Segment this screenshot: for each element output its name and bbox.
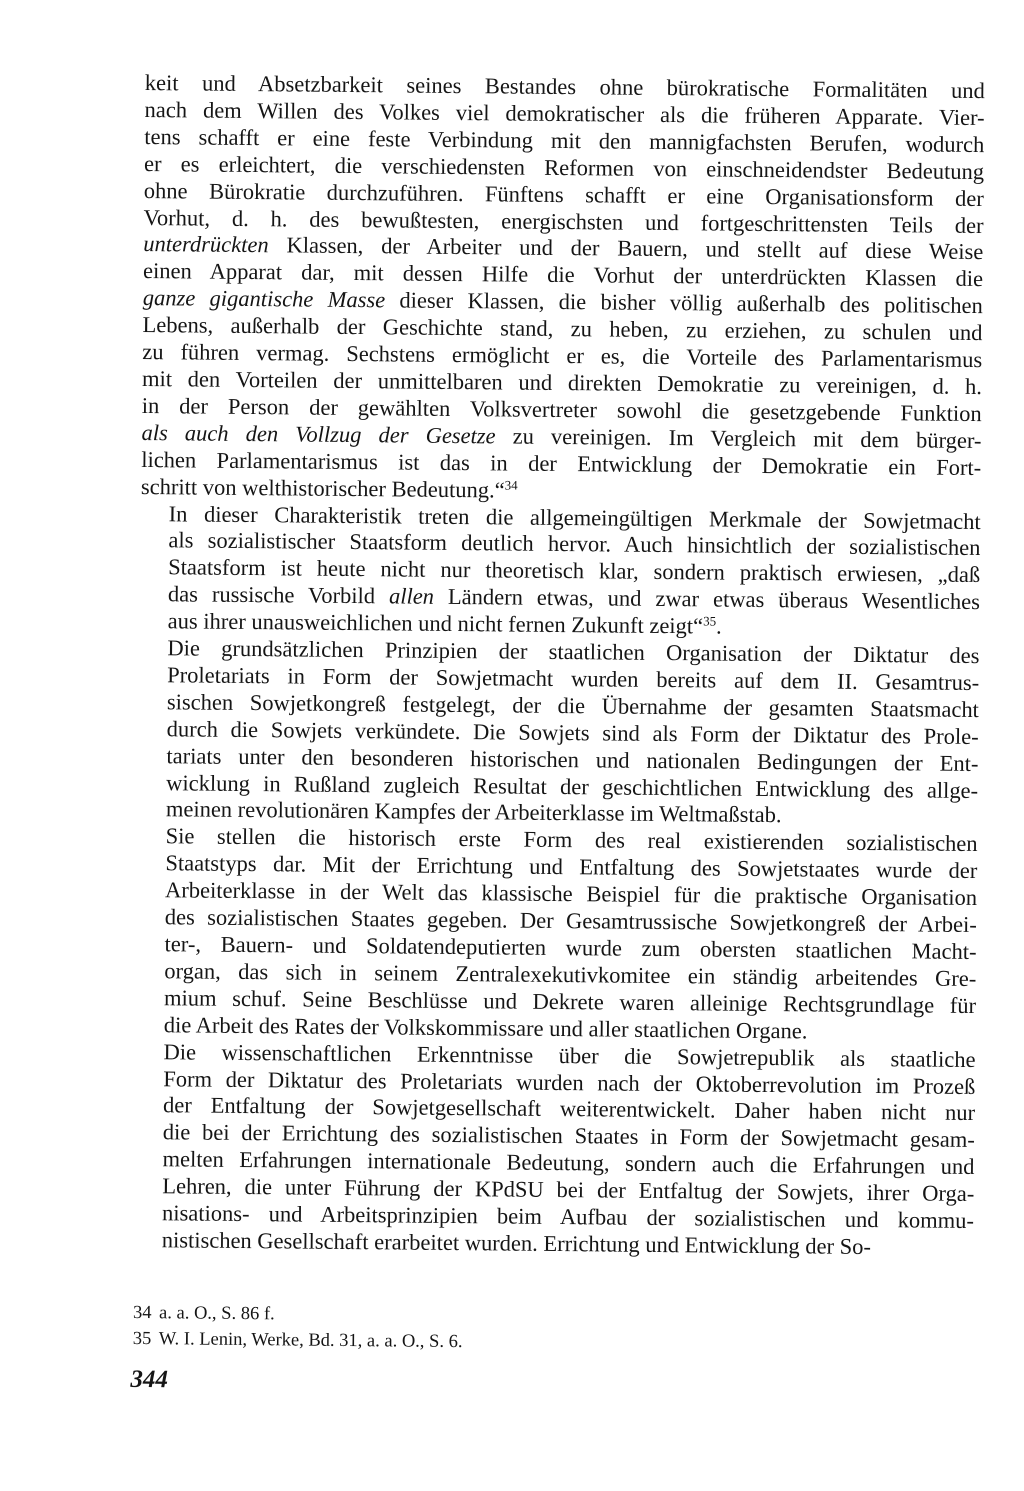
text-line: als auch den Vollzug der Gesetze zu vereinigen. Im Vergleich mit dem bürger- (141, 419, 982, 453)
emphasis: allen (388, 583, 435, 610)
emphasis: als auch den Vollzug der Gesetze (141, 419, 496, 449)
emphasis: unterdrückten (143, 231, 269, 258)
text-line: als sozialistischer Staatsform deutlich hervor. Auch hinsichtlich der sozialistischen (168, 527, 981, 561)
text-line: mit den Vorteilen der unmittelbaren und direkten Demokratie zu vereinigen, d. h. (141, 365, 983, 400)
text-line: Die grundsätzlichen Prinzipien der staatlichen Organisation der Diktatur des (167, 635, 980, 669)
footnotes (133, 1300, 463, 1355)
footnote-number: 35 (132, 1328, 152, 1350)
body-text (134, 70, 985, 1262)
text-line: die Arbeit des Rates der Volkskommissare und aller staatlichen Organe. (163, 1011, 808, 1044)
text-line: melten Erfahrungen internationale Bedeutung, sondern auch die Erfahrungen und (162, 1146, 975, 1180)
text-line: Vorhut, d. h. des bewußtesten, energischsten und fortgeschrittensten Teils der (143, 204, 984, 238)
text-line: zu führen vermag. Sechstens ermöglicht er es, die Vorteile des Parlamentarismus (142, 339, 983, 373)
paragraph (134, 1039, 976, 1262)
text-line: meinen revolutionären Kampfes der Arbeiterklasse im Weltmaßstab. (165, 796, 782, 828)
text-line: des sozialistischen Staates gegeben. Der Gesamtrussische Sowjetkongreß der Arbei- (164, 904, 977, 938)
footnote-text: W. I. Lenin, Werke, Bd. 31, a. a. O., S. 6. (158, 1329, 463, 1353)
text-line: Staatstyps dar. Mit der Errichtung und Entfaltung des Sowjetstaates wurde der (165, 850, 978, 884)
text-line: unterdrückten Klassen, der Arbeiter und der Bauern, und stellt auf diese Weise (143, 231, 984, 265)
text-line: ter-, Bauern- und Soldatendeputierten wurde zum obersten staatlichen Macht- (164, 931, 977, 965)
text-line: er es erleichtert, die verschiedensten Reformen von einschneidendster Bedeutung (143, 150, 985, 184)
text-line: in der Person der gewählten Volksvertreter sowohl die gesetzgebende Funktion (141, 392, 982, 426)
text-line: ohne Bürokratie durchzuführen. Fünftens schafft er eine Organisationsform der (143, 177, 984, 211)
text-line: Arbeiterklasse in der Welt das klassische Beispiel für die praktische Organisation (165, 877, 978, 911)
text-line: Lebens, außerhalb der Geschichte stand, zu heben, zu erziehen, zu schulen und (142, 312, 983, 346)
book-page (132, 70, 985, 1418)
text-line: ganze gigantische Masse dieser Klassen, die bisher völlig außerhalb des politischen (142, 285, 983, 319)
text-line: wicklung in Rußland zugleich Resultat der geschichtlichen Entwicklung des allge- (166, 769, 979, 803)
text-line: Proletariats in Form der Sowjetmacht wurden bereits auf dem II. Gesamtrus- (167, 662, 980, 695)
text-line: Staatsform ist heute nicht nur theoretisch klar, sondern praktisch erwiesen, „daß (168, 554, 981, 588)
text-line: der Entfaltung der Sowjetgesellschaft weiterentwickelt. Daher haben nicht nur (162, 1092, 976, 1126)
footnote-34 (133, 1300, 463, 1329)
footnote-reference: 35 (703, 613, 717, 629)
text-line: organ, das sich in seinem Zentralexekutivkomitee ein ständig arbeitendes Gre- (164, 958, 977, 991)
footnote-number: 34 (132, 1302, 152, 1324)
paragraph (138, 635, 980, 831)
text-line: aus ihrer unausweichlichen und nicht fernen Zukunft zeigt“$^{35}$. (167, 608, 722, 639)
footnote-reference: 34 (504, 477, 518, 493)
text-line: In dieser Charakteristik treten die allgemeingültigen Merkmale der Sowjetmacht (168, 500, 981, 534)
text-line: tens schafft er eine feste Verbindung mit den mannigfachsten Berufen, wodurch (144, 123, 985, 157)
text-line: tariats unter den besonderen historischen und nationalen Bedingungen der Ent- (166, 742, 979, 776)
text-line: keit und Absetzbarkeit seines Bestandes ohne bürokratische Formalitäten und (144, 70, 985, 104)
text-line: nach dem Willen des Volkes viel demokratischer als die früheren Apparate. Vier- (144, 96, 985, 130)
text-line: Lehren, die unter Führung der KPdSU bei der Entfaltug der Sowjets, ihrer Orga- (162, 1173, 975, 1207)
text-line: Sie stellen die historisch erste Form des real existierenden sozialistischen (165, 823, 978, 857)
footnote-text: a. a. O., S. 86 f. (158, 1303, 275, 1325)
text-line: durch die Sowjets verkündete. Die Sowjets sind als Form der Diktatur des Prole- (166, 715, 979, 749)
text-line: nistischen Gesellschaft erarbeitet wurden. Errichtung und Entwicklung der So- (161, 1227, 872, 1259)
text-line: lichen Parlamentarismus ist das in der Entwicklung der Demokratie ein Fort- (141, 446, 982, 480)
text-line: die bei der Errichtung des sozialistischen Staates in Form der Sowjetmacht gesam- (162, 1119, 975, 1153)
paragraph (141, 70, 985, 509)
text-line: Die wissenschaftlichen Erkenntnisse über die Sowjetrepublik als staatliche (163, 1038, 976, 1072)
paragraph (136, 823, 978, 1046)
page-number: 344 (130, 1365, 169, 1394)
text-line: sischen Sowjetkongreß festgelegt, der die Übernahme der gesamten Staatsmacht (166, 689, 980, 722)
text-line: schritt von welthistorischer Bedeutung.“$^{34}$ (140, 473, 518, 503)
text-line: Form der Diktatur des Proletariats wurden nach der Oktoberrevolution im Prozeß (163, 1065, 976, 1099)
text-line: mium schuf. Seine Beschlüsse und Dekrete waren alleinige Rechtsgrundlage für (163, 985, 977, 1018)
footnote-35 (133, 1326, 463, 1355)
text-line: einen Apparat dar, mit dessen Hilfe die Vorhut der unterdrückten Klassen die (142, 258, 984, 292)
emphasis: ganze gigantische Masse (142, 285, 386, 313)
text-line: nisations- und Arbeitsprinzipien beim Aufbau der sozialistischen und kommu- (161, 1200, 975, 1234)
text-line: das russische Vorbild allen Ländern etwas, und zwar etwas überaus Wesentliches (167, 581, 981, 615)
paragraph (140, 500, 981, 643)
